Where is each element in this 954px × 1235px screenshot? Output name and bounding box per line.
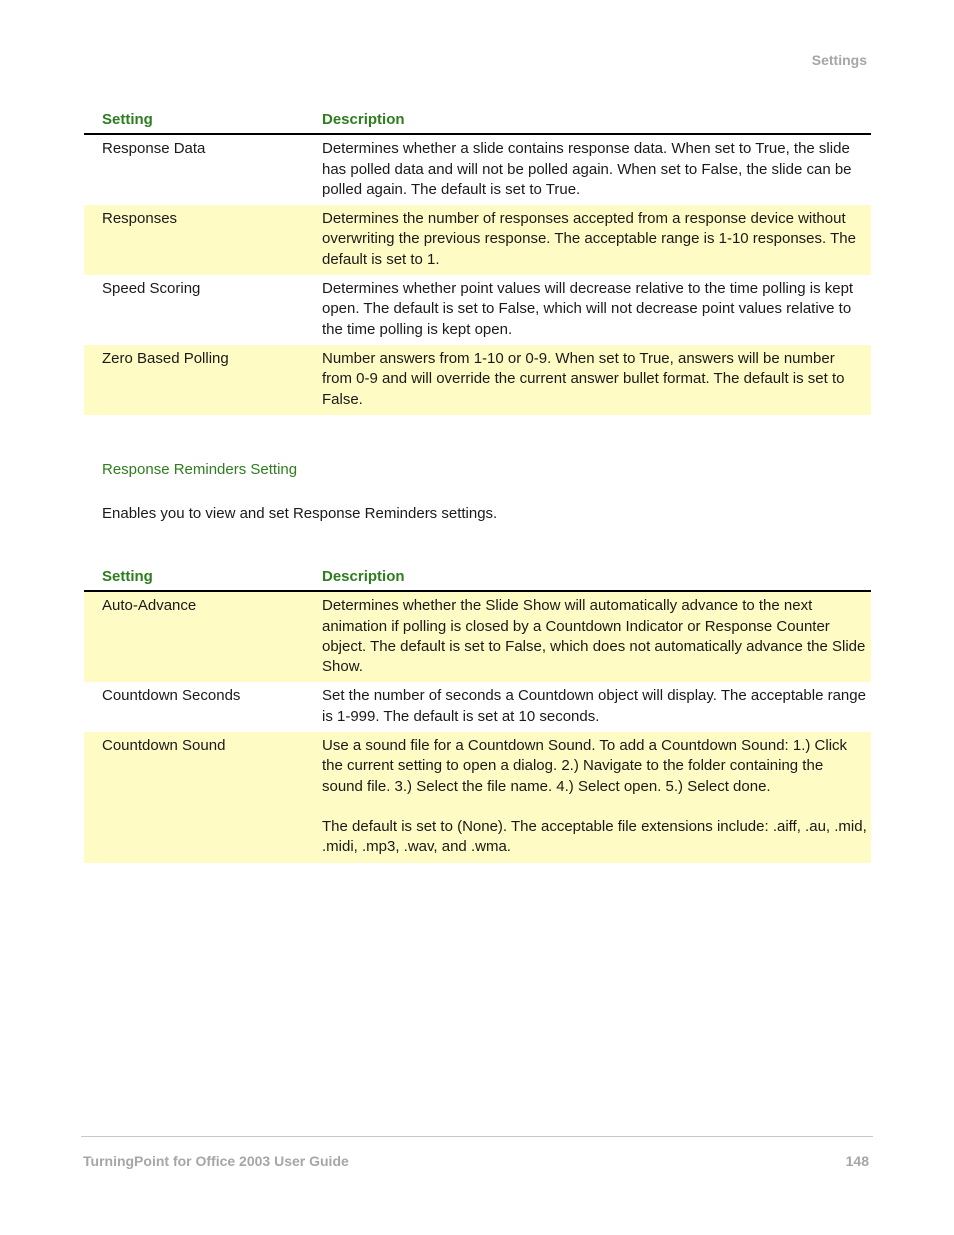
table-row bbox=[84, 205, 871, 275]
setting-description: Use a sound file for a Countdown Sound. To add a Countdown Sound: 1.) Click the current setting to open a dialog. 2.) Navigate to the folder containing the sound file. 3.) Select the file name. 4.) Select open. 5.) Select done. bbox=[322, 737, 848, 795]
setting-name: Countdown Seconds bbox=[102, 687, 241, 705]
footer-rule bbox=[81, 1136, 873, 1137]
setting-name: Speed Scoring bbox=[102, 280, 201, 298]
settings-table-reminders bbox=[84, 567, 871, 863]
setting-description: Determines whether a slide contains response data. When set to True, the slide has polled data and will not be polled again. When set to False, the slide can be polled again. The default is set to True. bbox=[322, 140, 852, 198]
table-row bbox=[84, 732, 871, 862]
table-row bbox=[84, 682, 871, 732]
page-number: 148 bbox=[845, 1153, 869, 1169]
table-header-row bbox=[84, 567, 871, 591]
paragraph-gap bbox=[322, 797, 867, 817]
settings-table-polling bbox=[84, 110, 871, 415]
setting-name: Zero Based Polling bbox=[84, 345, 322, 415]
column-header-description: Description bbox=[322, 110, 871, 134]
table-row bbox=[84, 275, 871, 345]
column-header-setting: Setting bbox=[84, 110, 322, 134]
table-row bbox=[84, 591, 871, 682]
table-row bbox=[84, 345, 871, 415]
running-header-section: Settings bbox=[811, 52, 867, 68]
setting-name: Response Data bbox=[102, 140, 206, 158]
setting-description: Determines the number of responses accepted from a response device without overwriting the previous response. The acceptable range is 1-10 responses. The default is set to 1. bbox=[322, 205, 871, 275]
column-header-setting: Setting bbox=[84, 567, 322, 591]
column-header-description: Description bbox=[322, 567, 871, 591]
table-header-row bbox=[84, 110, 871, 134]
setting-description: Number answers from 1-10 or 0-9. When set to True, answers will be number from 0-9 and will override the current answer bullet format. The default is set to False. bbox=[322, 345, 871, 415]
setting-description: Determines whether point values will decrease relative to the time polling is kept open. The default is set to False, which will not decrease point values relative to the time polling is kept open. bbox=[322, 280, 854, 338]
setting-description-cell bbox=[322, 732, 871, 862]
setting-description-note: The default is set to (None). The acceptable file extensions include: .aiff, .au, .mid, .midi, .mp3, .wav, and .wma. bbox=[322, 817, 867, 856]
setting-name: Countdown Sound bbox=[84, 732, 322, 862]
section-intro: Enables you to view and set Response Reminders settings. bbox=[102, 505, 498, 522]
section-heading: Response Reminders Setting bbox=[102, 461, 298, 478]
setting-description: Set the number of seconds a Countdown object will display. The acceptable range is 1-999. The default is set at 10 seconds. bbox=[322, 687, 866, 725]
setting-name: Auto-Advance bbox=[84, 591, 322, 682]
footer-title: TurningPoint for Office 2003 User Guide bbox=[83, 1153, 349, 1169]
setting-description: Determines whether the Slide Show will automatically advance to the next animation if polling is closed by a Countdown Indicator or Response Counter object. The default is set to False, which does not automatically advance the Slide Show. bbox=[322, 591, 871, 682]
table-row bbox=[84, 134, 871, 205]
setting-name: Responses bbox=[84, 205, 322, 275]
